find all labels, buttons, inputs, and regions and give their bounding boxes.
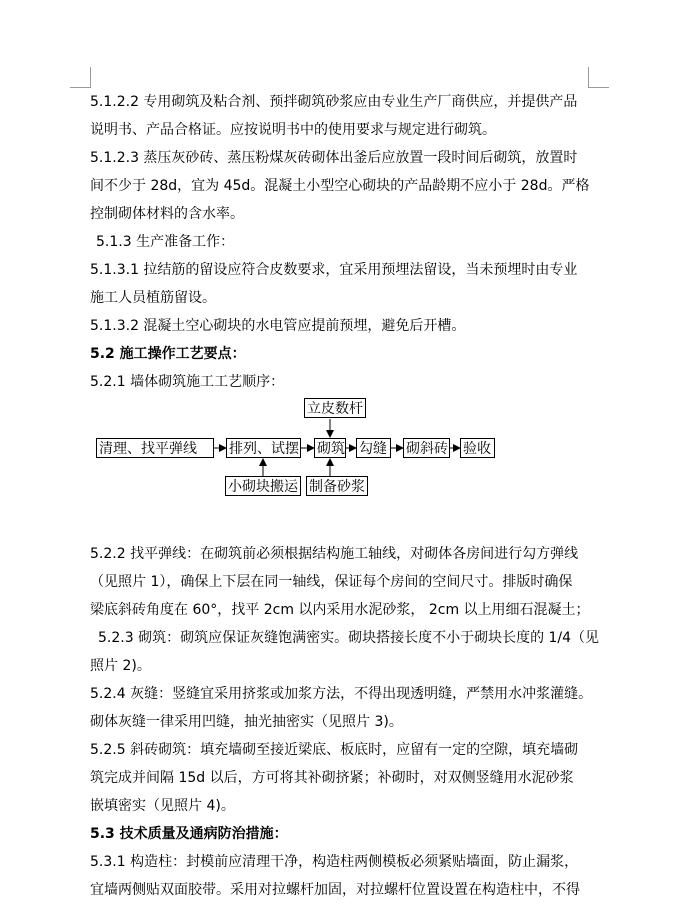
section-heading-5-2: 5.2 施工操作工艺要点：: [90, 346, 246, 362]
flow-step-arrange: 排列、试摆: [226, 438, 301, 458]
document-body: [90, 88, 600, 904]
paragraph-line: 5.2.5 斜砖砌筑：填充墙砌至接近梁底、板底时，应留有一定的空隙，填充墙砌: [90, 742, 579, 758]
flow-step-joint: 勾缝: [356, 438, 391, 458]
paragraph-line: （见照片 1），确保上下层在同一轴线，保证每个房间的空间尺寸。排版时确保: [90, 574, 573, 590]
flow-step-prepare-mortar: 制备砂浆: [306, 476, 368, 496]
flow-step-build: 砌筑: [314, 438, 346, 458]
paragraph-line: 5.3.1 构造柱：封模前应清理干净，构造柱两侧模板必须紧贴墙面，防止漏浆，: [90, 854, 579, 870]
paragraph-line: 5.2.2 找平弹线：在砌筑前必须根据结构施工轴线，对砌体各房间进行勾方弹线: [90, 546, 579, 562]
paragraph-line: 5.1.3.1 拉结筋的留设应符合皮数要求，宜采用预埋法留设，当未预埋时由专业: [90, 262, 578, 278]
paragraph-line: 5.1.2.3 蒸压灰砂砖、蒸压粉煤灰砖砌体出釜后应放置一段时间后砌筑，放置时: [90, 150, 578, 166]
paragraph-line: 5.1.2.2 专用砌筑及粘合剂、预拌砌筑砂浆应由专业生产厂商供应，并提供产品: [90, 94, 578, 110]
page-corner-mark-right: [588, 67, 609, 88]
construction-flowchart: [90, 402, 588, 514]
paragraph-line: 宜墙两侧贴双面胶带。采用对拉螺杆加固，对拉螺杆位置设置在构造柱中，不得: [90, 882, 580, 898]
paragraph-line: 5.1.3.2 混凝土空心砌块的水电管应提前预埋，避免后开槽。: [90, 318, 466, 334]
flow-step-clean-level: 清理、找平弹线: [96, 438, 214, 458]
paragraph-line: 筑完成并间隔 15d 以后，方可将其补砌挤紧；补砌时，对双侧竖缝用水泥砂浆: [90, 770, 574, 786]
page-corner-mark-left: [70, 67, 91, 88]
paragraph-line: 嵌填密实（见照片 4)。: [90, 798, 235, 814]
paragraph-line: 控制砌体材料的含水率。: [90, 206, 244, 222]
paragraph-line: 5.2.4 灰缝：竖缝宜采用挤浆或加浆方法，不得出现透明缝，严禁用水冲浆灌缝。: [90, 686, 593, 702]
paragraph-line: 5.2.1 墙体砌筑施工工艺顺序：: [90, 374, 285, 390]
flow-step-erect-pole: 立皮数杆: [304, 398, 366, 418]
paragraph-line: 照片 2)。: [90, 658, 151, 674]
paragraph-line: 5.2.3 砌筑：砌筑应保证灰缝饱满密实。砌块搭接长度不小于砌块长度的 1/4（见: [98, 630, 600, 646]
section-heading-5-1-3: 5.1.3 生产准备工作：: [96, 234, 235, 250]
paragraph-line: 间不少于 28d，宜为 45d。混凝土小型空心砌块的产品龄期不应小于 28d。严格: [90, 178, 590, 194]
paragraph-line: 施工人员植筋留设。: [90, 290, 216, 306]
flow-step-block-transport: 小砌块搬运: [225, 476, 301, 496]
paragraph-line: 梁底斜砖角度在 60°，找平 2cm 以内采用水泥砂浆， 2cm 以上用细石混凝土；: [90, 602, 590, 618]
flow-step-slant-brick: 砌斜砖: [403, 438, 450, 458]
section-heading-5-3: 5.3 技术质量及通病防治措施：: [90, 826, 288, 842]
flow-step-inspect: 验收: [460, 438, 495, 458]
paragraph-line: 砌体灰缝一律采用凹缝，抽光抽密实（见照片 3)。: [90, 714, 403, 730]
paragraph-line: 说明书、产品合格证。应按说明书中的使用要求与规定进行砌筑。: [90, 122, 496, 138]
